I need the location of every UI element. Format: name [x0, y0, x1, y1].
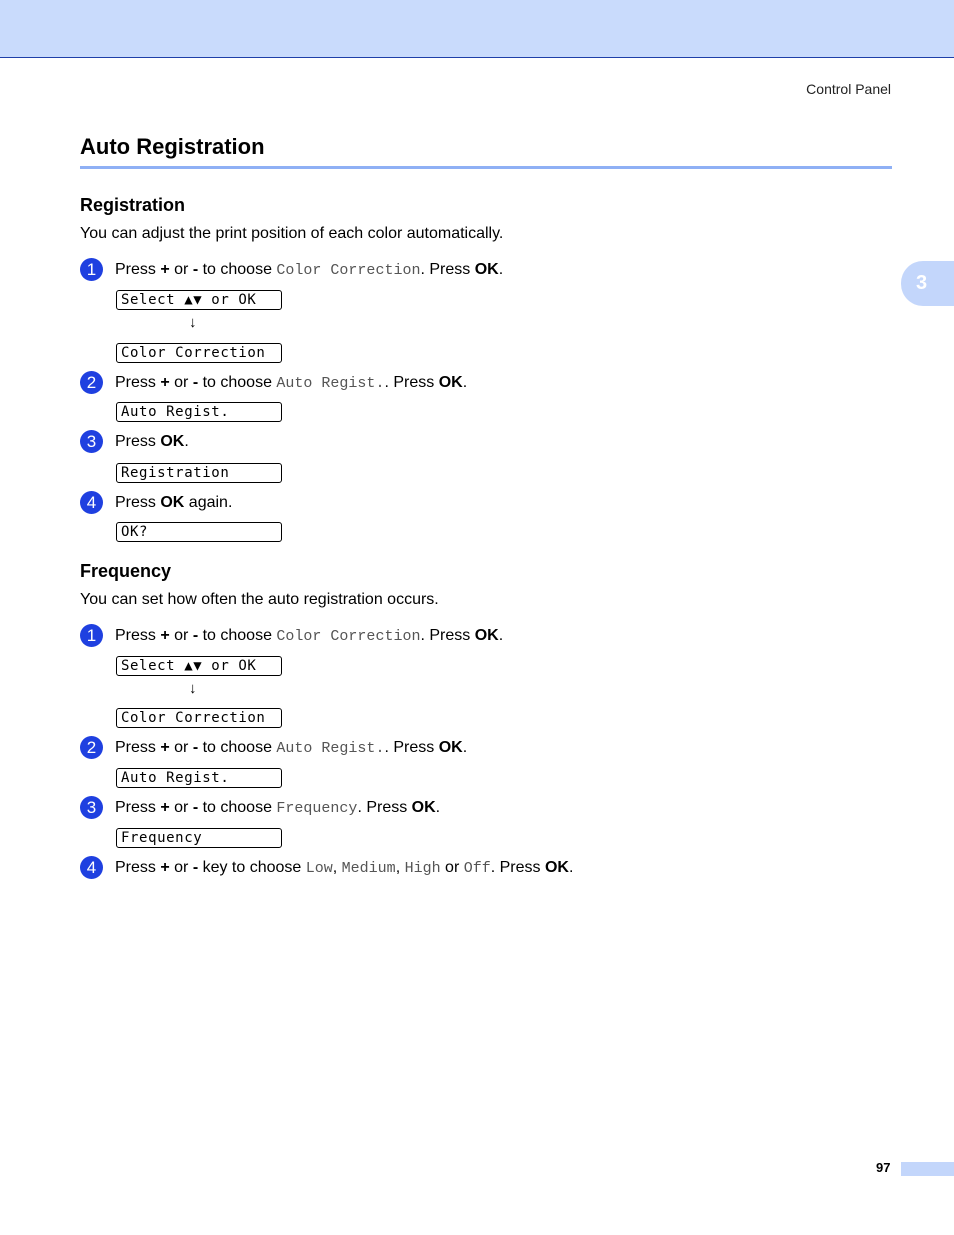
- step-instruction: Press + or - to choose Auto Regist.. Press OK.: [115, 374, 468, 392]
- lcd-display: Select ▲▼ or OK: [116, 290, 282, 310]
- down-arrow-icon: ↓: [189, 680, 197, 697]
- step-instruction: Press OK again.: [115, 494, 233, 511]
- lcd-display: Registration: [116, 463, 282, 483]
- section-title: Auto Registration: [80, 134, 265, 159]
- lcd-display: Color Correction: [116, 708, 282, 728]
- step-number: 1: [80, 258, 103, 281]
- registration-heading: Registration: [80, 195, 186, 215]
- step-number: 3: [80, 796, 103, 819]
- chapter-tab: 3: [901, 261, 954, 306]
- header-band: [0, 0, 954, 58]
- lcd-display: Auto Regist.: [116, 768, 282, 788]
- step-number: 2: [80, 371, 103, 394]
- lcd-display: OK?: [116, 522, 282, 542]
- lcd-display: Auto Regist.: [116, 402, 282, 422]
- step-instruction: Press + or - to choose Color Correction. Press OK.: [115, 627, 504, 645]
- page-number: 97: [876, 1160, 891, 1175]
- down-arrow-icon: ↓: [189, 314, 197, 331]
- step-number: 3: [80, 430, 103, 453]
- step-instruction: Press OK.: [115, 433, 189, 450]
- frequency-heading: Frequency: [80, 561, 172, 581]
- step-number: 2: [80, 736, 103, 759]
- lcd-display: Select ▲▼ or OK: [116, 656, 282, 676]
- lcd-display: Color Correction: [116, 343, 282, 363]
- registration-intro: You can adjust the print position of each color automatically.: [80, 225, 504, 242]
- step-number: 4: [80, 491, 103, 514]
- step-instruction: Press + or - to choose Frequency. Press OK.: [115, 799, 441, 817]
- step-instruction: Press + or - to choose Auto Regist.. Press OK.: [115, 739, 468, 757]
- lcd-display: Frequency: [116, 828, 282, 848]
- running-head: Control Panel: [806, 81, 891, 97]
- step-number: 4: [80, 856, 103, 879]
- step-instruction: Press + or - to choose Color Correction. Press OK.: [115, 261, 504, 279]
- title-rule: [80, 166, 892, 169]
- step-instruction: Press + or - key to choose Low, Medium, High or Off. Press OK.: [115, 859, 574, 877]
- frequency-intro: You can set how often the auto registration occurs.: [80, 591, 439, 608]
- step-number: 1: [80, 624, 103, 647]
- page-number-bar: [901, 1162, 954, 1176]
